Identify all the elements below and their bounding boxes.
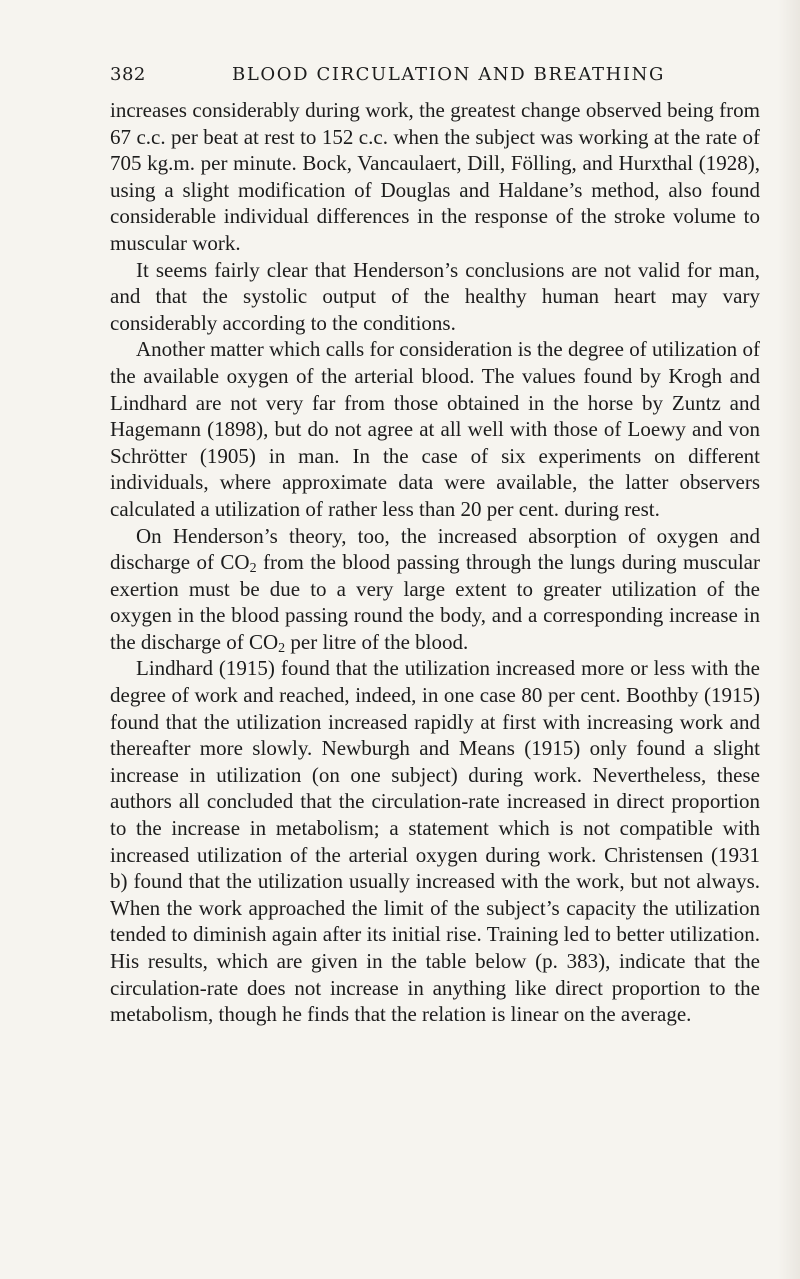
body-text (110, 97, 760, 1028)
paragraph-1: increases considerably during work, the greatest change observed being from 67 c.c. per beat at rest to 152 c.c. when the subject was working at the rate of 705 kg.m. per minute. Bock, Vancaulaert, Dill, Fölling, and Hurxthal (1928), using a slight modification of Douglas and Haldane’s method, also found considerable individual differences in the response of the stroke volume to muscular work. (110, 98, 760, 255)
paragraph-3: Another matter which calls for consideration is the degree of utilization of the available oxygen of the arterial blood. The values found by Krogh and Lindhard are not very far from those obtained in the horse by Zuntz and Hagemann (1898), but do not agree at all well with those of Loewy and von Schrötter (1905) in man. In the case of six experiments on different individuals, where approximate data were available, the latter observers calculated a utilization of rather less than 20 per cent. during rest. (110, 337, 760, 521)
running-title: BLOOD CIRCULATION AND BREATHING (232, 64, 665, 85)
paragraph-4-part-c: per litre of the blood. (285, 629, 469, 654)
paragraph-2: It seems fairly clear that Henderson’s conclusions are not valid for man, and that the systolic output of the healthy human heart may vary considerably according to the conditions. (110, 257, 760, 335)
page-number: 382 (110, 64, 146, 85)
co2-subscript: 2 (249, 561, 257, 577)
page-header (110, 64, 760, 94)
page-edge-shadow (778, 0, 800, 1279)
paragraph-4 (110, 523, 760, 656)
paragraph-4-part-b: from the blood passing through the lungs during muscular exertion must be due to a very large extent to greater utilization of the oxygen in the blood passing round the body, and a corresponding increase in the discharge of CO (110, 550, 760, 654)
paragraph-4-part-a: On Henderson’s theory, too, the increased absorption of oxygen and discharge of CO (110, 523, 760, 575)
co2-subscript: 2 (278, 640, 286, 656)
paragraph-5: Lindhard (1915) found that the utilization increased more or less with the degree of work and reached, indeed, in one case 80 per cent. Boothby (1915) found that the utilization increased rapidly at first with increasing work and thereafter more slowly. Newburgh and Means (1915) only found a slight increase in utilization (on one subject) during work. Nevertheless, these authors all concluded that the circulation-rate increased in direct proportion to the increase in metabolism; a statement which is not compatible with increased utilization of the arterial oxygen during work. Christensen (1931 b) found that the utilization usually increased with the work, but not always. When the work approached the limit of the subject’s capacity the utilization tended to diminish again after its initial rise. Training led to better utilization. His results, which are given in the table below (p. 383), indicate that the circulation-rate does not increase in anything like direct proportion to the metabolism, though he finds that the relation is linear on the average. (110, 656, 760, 1027)
